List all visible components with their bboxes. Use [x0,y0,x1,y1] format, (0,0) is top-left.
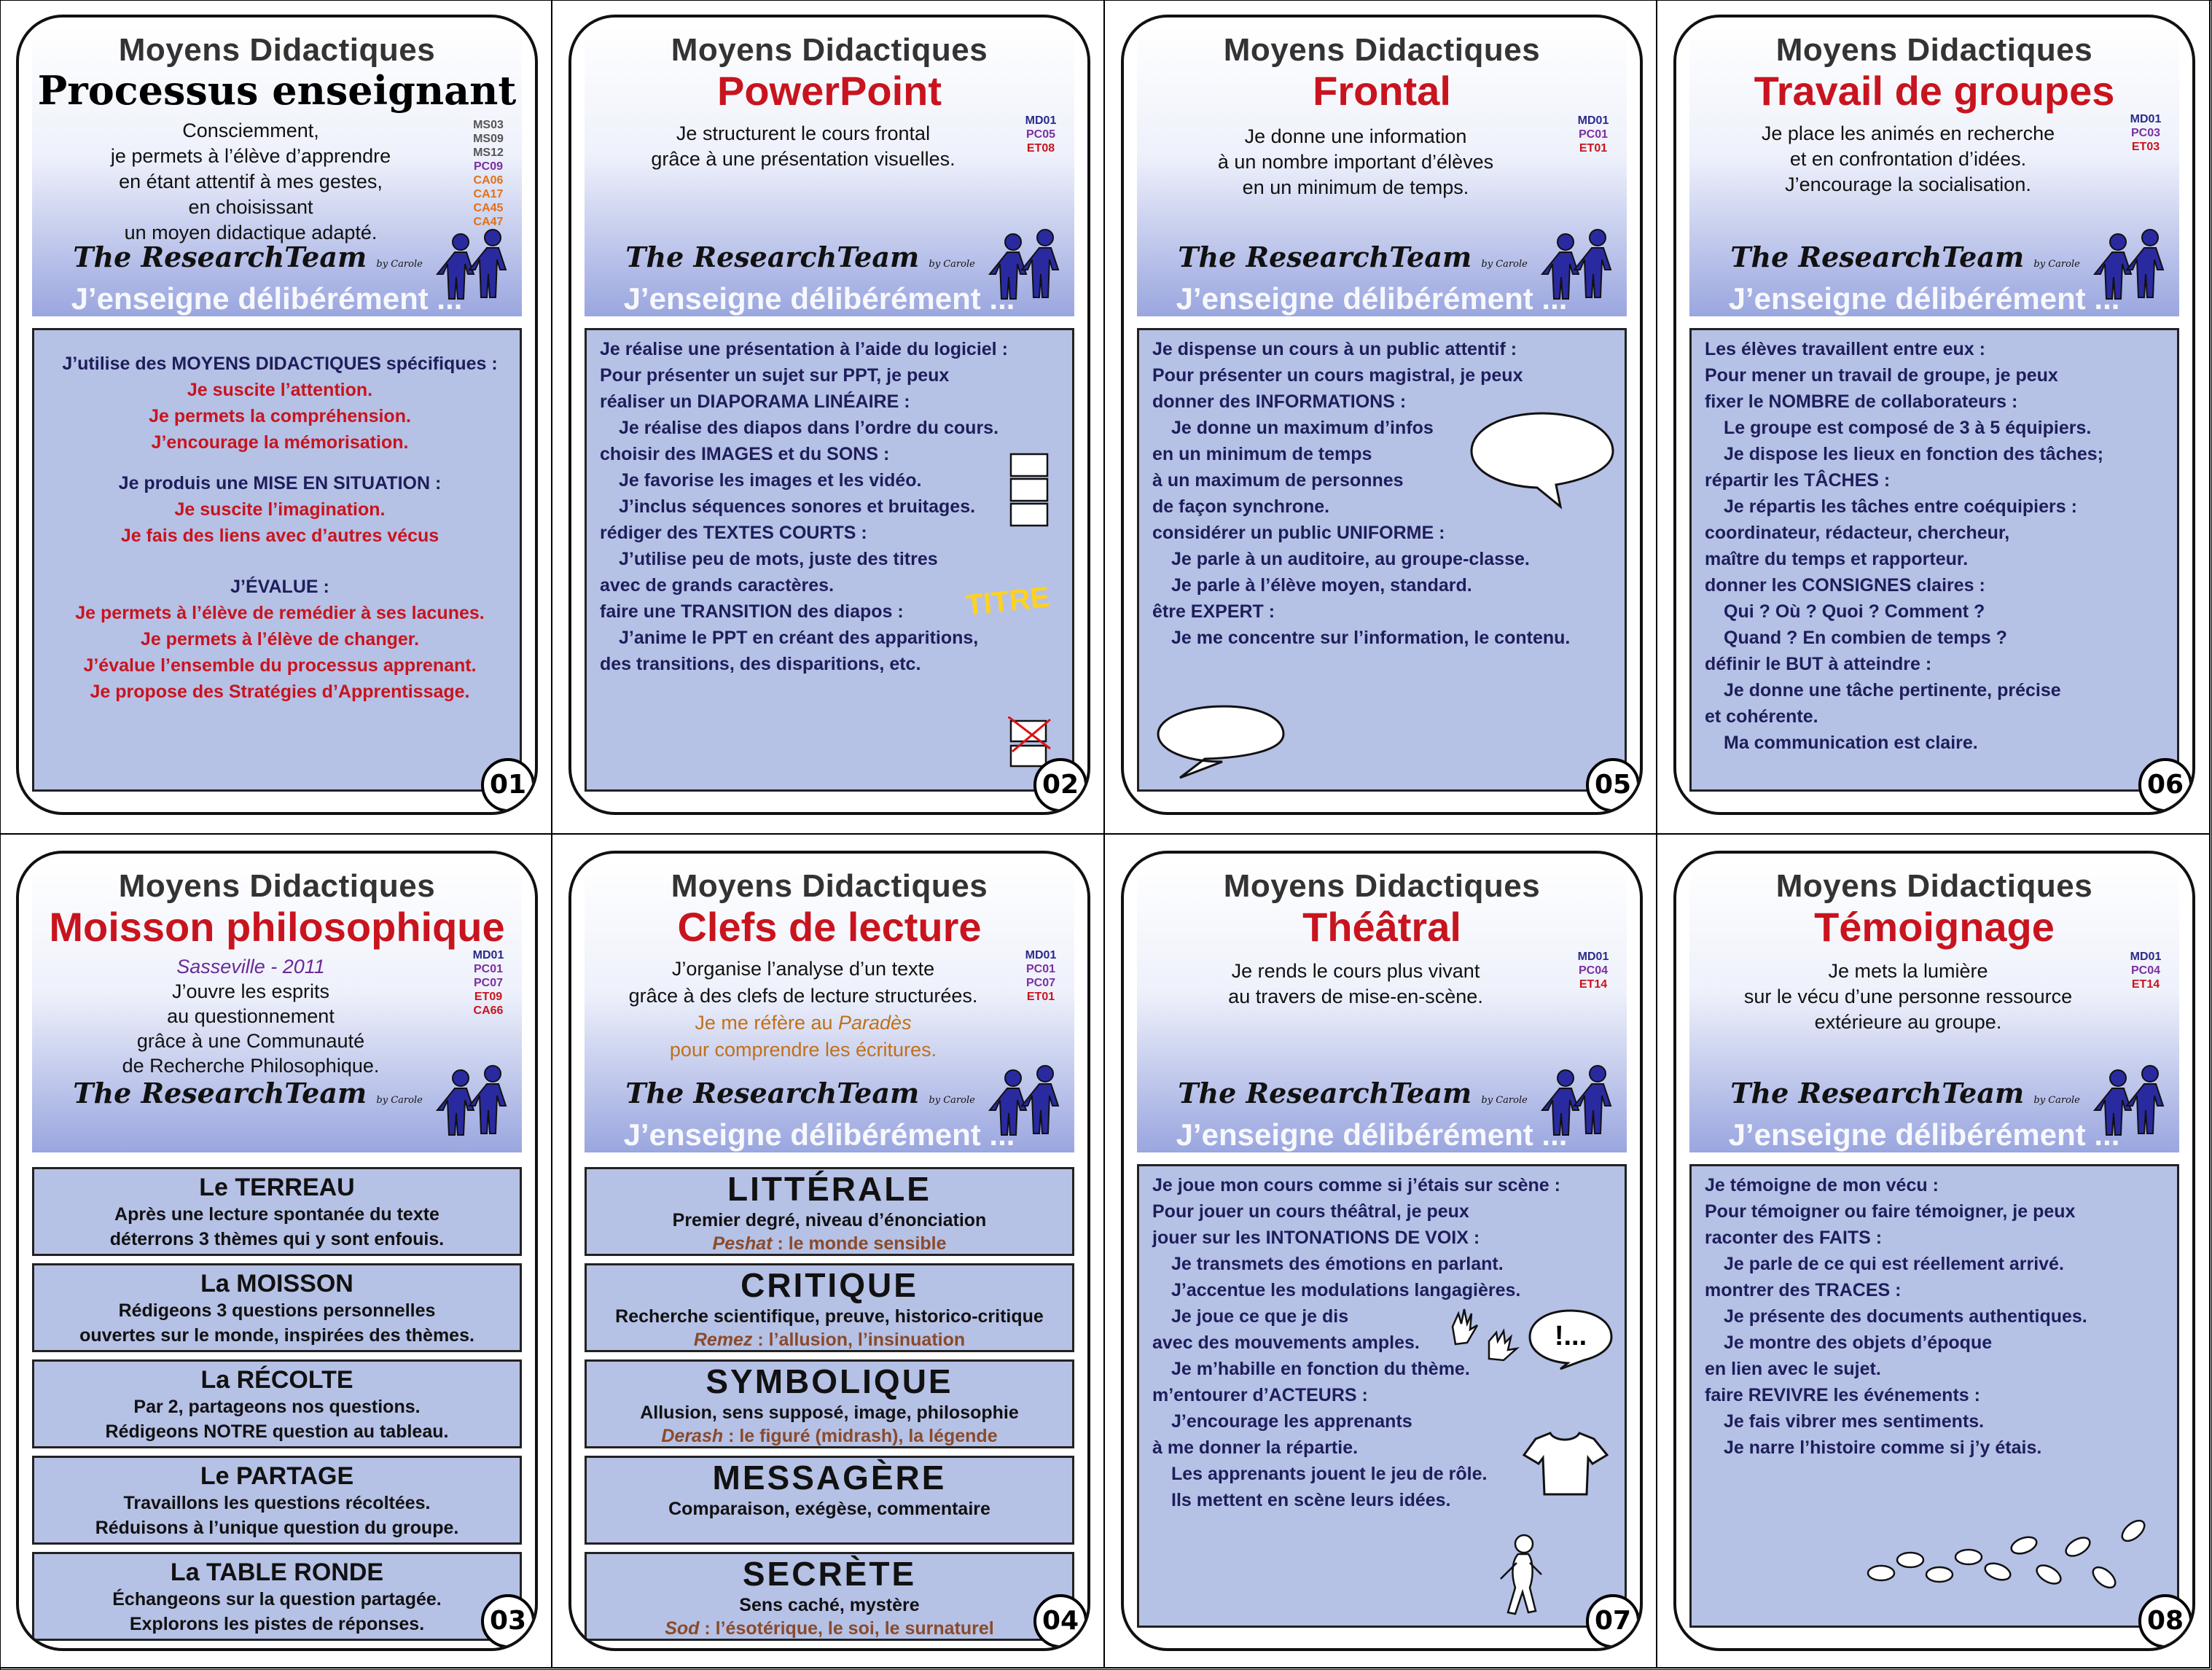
card-title: PowerPoint [716,68,942,114]
research-team-logo: The ResearchTeam by Carole [625,1077,975,1109]
card-title: Moisson philosophique [49,904,505,950]
card-title: Processus enseignant [37,67,517,114]
card-slogan: J’enseigne délibérément ... [1176,1117,1568,1152]
card-intro: Sasseville - 2011 J’ouvre les esprits au questionnement grâce à une Communauté de Recherche Philosophique. [122,956,380,1077]
card-cell-05 [1105,0,1657,835]
card-title: Clefs de lecture [677,904,982,950]
footprints-icon [1867,1502,2158,1596]
research-team-logo: The ResearchTeam by Carole [73,241,423,273]
card-header [585,25,1074,316]
research-team-logo: The ResearchTeam by Carole [1178,241,1528,273]
card-body-text: Je témoigne de mon vécu : Pour témoigner ou faire témoigner, je peux raconter des FAITS : Je parle de ce qui est réellement arrivé. montrer des TRACES : Je présente des documents authentiques. Je montre des objets d’époque en lien avec le sujet. faire REVIVRE les événements : Je fais vibrer mes sentiments. Je narre l’histoire comme si j’y étais. [1705,1175,2087,1458]
card-intro: Je rends le cours plus vivant au travers de mise-en-scène. [1228,960,1483,1007]
titre-label: TITRE [964,581,1052,622]
card-body-text: Les élèves travaillent entre eux : Pour mener un travail de groupe, je peux fixer le NOMBRE de collaborateurs : Le groupe est composé de 3 à 5 équipiers. Je dispose les lieux en fonction des tâches; répartir les TÂCHES : Je répartis les tâches entre coéquipiers : coordinateur, rédacteur, chercheur, maître du temps et rapporteur. donner les CONSIGNES claires : Qui ? Où ? Quoi ? Comment ? Quand ? En combien de temps ? définir le BUT à atteindre : Je donne une tâche pertinente, précise et cohérente. Ma communication est claire. [1705,339,2103,753]
card-processus-enseignant [16,15,538,815]
card-title: Théâtral [1302,904,1461,950]
card-cell-04 [552,835,1105,1669]
card-heading: Moyens Didactiques [118,32,436,68]
bubble-text: !... [1554,1321,1587,1351]
card-cell-02 [552,0,1105,835]
card-body-panel [1689,1164,2179,1628]
card-title: Travail de groupes [1754,68,2115,114]
t-shirt-icon [1521,1427,1609,1500]
slides-icon [1008,450,1052,530]
card-intro: Je donne une information à un nombre important d’élèves en un minimum de temps. [1217,125,1494,198]
card-title: Témoignage [1814,904,2055,950]
two-figures-icon [436,1065,516,1138]
card-title: Frontal [1313,68,1451,114]
card-codes: MD01 PC01 PC07 ET09 CA66 [472,949,504,1017]
card-powerpoint [568,15,1090,815]
key-box-critique: CRITIQUE Recherche scientifique, preuve, historico-critique Remez : l’allusion, l’insinuation [585,1263,1074,1352]
card-codes: MD01 PC05 ET08 [1025,114,1057,155]
card-body-panel [1689,328,2179,792]
card-cell-08 [1657,835,2211,1669]
waving-hands-icon [1445,1305,1525,1370]
research-team-logo: The ResearchTeam by Carole [73,1077,423,1109]
key-box-messagere: MESSAGÈRE Comparaison, exégèse, commentaire [585,1456,1074,1545]
card-intro: Je mets la lumière sur le vécu d’une personne ressource extérieure au groupe. [1743,960,2073,1033]
card-intro: J’organise l’analyse d’un texte grâce à des clefs de lecture structurées. Je me réfère au Paradès pour comprendre les écritures. [628,958,978,1061]
card-header [585,861,1074,1152]
card-clefs-de-lecture [568,851,1090,1651]
card-heading: Moyens Didactiques [1775,32,2093,68]
card-number: 08 [2138,1594,2192,1648]
card-number: 06 [2138,758,2192,812]
step-box: La TABLE RONDE Échangeons sur la question partagée. Explorons les pistes de réponses. [32,1552,522,1641]
card-header [1137,861,1627,1152]
card-intro: Consciemment, je permets à l’élève d’apprendre en étant attentif à mes gestes, en choisissant un moyen didactique adapté. [110,120,391,243]
card-travail-de-groupes [1673,15,2195,815]
card-heading: Moyens Didactiques [671,32,988,68]
card-heading: Moyens Didactiques [1223,32,1541,68]
speech-bubble-icon [1466,407,1619,510]
step-box: Le TERREAU Après une lecture spontanée du texte déterrons 3 thèmes qui y sont enfouis. [32,1167,522,1256]
key-box-symbolique: SYMBOLIQUE Allusion, sens supposé, image, philosophie Derash : le figuré (midrash), la légende [585,1359,1074,1448]
step-box: La MOISSON Rédigeons 3 questions personnelles ouvertes sur le monde, inspirées des thèmes. [32,1263,522,1352]
card-body-text: J’utilise des MOYENS DIDACTIQUES spécifiques : Je suscite l’attention. Je permets la compréhension. J’encourage la mémorisation. Je produis une MISE EN SITUATION : Je suscite l’imagination. Je fais des liens avec d’autres vécus J’ÉVALUE : Je permets à l’élève de remédier à ses lacunes. Je permets à l’élève de changer. J’évalue l’ensemble du processus apprenant. Je propose des Stratégies d’Apprentissage. [62,354,498,702]
card-slogan: J’enseigne délibérément ... [623,281,1015,316]
card-cell-01 [0,0,552,835]
step-box: Le PARTAGE Travaillons les questions récoltées. Réduisons à l’unique question du groupe. [32,1456,522,1545]
stick-person-icon [1490,1531,1549,1618]
key-box-secrete: SECRÈTE Sens caché, mystère Sod : l’ésotérique, le soi, le surnaturel [585,1552,1074,1641]
card-number: 01 [481,758,535,812]
research-team-logo: The ResearchTeam by Carole [1730,241,2080,273]
card-slogan: J’enseigne délibérément ... [1728,1117,2120,1152]
card-number: 03 [481,1594,535,1648]
step-box: La RÉCOLTE Par 2, partageons nos questions. Rédigeons NOTRE question au tableau. [32,1359,522,1448]
card-slogan: J’enseigne délibérément ... [1728,281,2120,316]
card-slogan: J’enseigne délibérément ... [1176,281,1568,316]
speech-bubble-small-icon [1151,702,1289,782]
card-heading: Moyens Didactiques [671,868,988,904]
card-body-text: Je joue mon cours comme si j’étais sur scène : Pour jouer un cours théâtral, je peux jouer sur les INTONATIONS DE VOIX : Je transmets des émotions en parlant. J’accentue les modulations langagières. Je joue ce que je dis avec des mouvements amples. Je m’habille en fonction du thème. m’entourer d’ACTEURS : J’encourage les apprenants à me donner la répartie. Les apprenants jouent le jeu de rôle. Ils mettent en scène leurs idées. [1152,1175,1560,1510]
card-temoignage [1673,851,2195,1651]
card-frontal [1121,15,1643,815]
card-heading: Moyens Didactiques [1775,868,2093,904]
card-header [1689,861,2179,1152]
card-codes: MD01 PC01 ET01 [1577,114,1609,155]
card-cell-07 [1105,835,1657,1669]
card-header [32,25,522,316]
card-cell-06 [1657,0,2211,835]
card-codes: MD01 PC04 ET14 [1577,951,1609,991]
card-heading: Moyens Didactiques [118,868,436,904]
card-body-panel [32,328,522,792]
card-body-text: Je dispense un cours à un public attentif : Pour présenter un cours magistral, je peux donner des INFORMATIONS : Je donne un maximum d’infos en un minimum de temps à un maximum de personnes de façon synchrone. considérer un public UNIFORME : Je parle à un auditoire, au groupe-classe. Je parle à l’élève moyen, standard. être EXPERT : Je me concentre sur l’information, le contenu. [1152,339,1571,648]
card-number: 04 [1033,1594,1087,1648]
card-moisson-philosophique [16,851,538,1651]
card-slogan: J’enseigne délibérément ... [623,1117,1015,1152]
card-theatral [1121,851,1643,1651]
card-cell-03 [0,835,552,1669]
card-heading: Moyens Didactiques [1223,868,1541,904]
card-slogan: J’enseigne délibérément ... [71,281,463,316]
research-team-logo: The ResearchTeam by Carole [625,241,975,273]
card-number: 07 [1586,1594,1640,1648]
card-header [32,861,522,1152]
card-intro: Je structurent le cours frontal grâce à une présentation visuelles. [651,122,955,170]
card-codes: MS03 MS09 MS12 PC09 CA06 CA17 CA45 CA47 [473,119,504,228]
card-body-panel [1137,1164,1627,1628]
card-codes: MD01 PC01 PC07 ET01 [1025,949,1057,1003]
card-number: 05 [1586,758,1640,812]
card-header [1137,25,1627,316]
card-body-panel [585,328,1074,792]
research-team-logo: The ResearchTeam by Carole [1730,1077,2080,1109]
card-codes: MD01 PC04 ET14 [2130,951,2162,991]
card-number: 02 [1033,758,1087,812]
research-team-logo: The ResearchTeam by Carole [1178,1077,1528,1109]
card-codes: MD01 PC03 ET03 [2130,113,2162,153]
key-box-litterale: LITTÉRALE Premier degré, niveau d’énonciation Peshat : le monde sensible [585,1167,1074,1256]
card-body-text: Je réalise une présentation à l’aide du logiciel : Pour présenter un sujet sur PPT, je peux réaliser un DIAPORAMA LINÉAIRE : Je réalise des diapos dans l’ordre du cours. choisir des IMAGES et du SONS : Je favorise les images et les vidéo. J’inclus séquences sonores et bruitages. rédiger des TEXTES COURTS : J’utilise peu de mots, juste des titres avec de grands caractères. faire une TRANSITION des diapos : J’anime le PPT en créant des apparitions, des transitions, des disparitions, etc. [600,339,1008,674]
card-body-panel [1137,328,1627,792]
card-intro: Je place les animés en recherche et en confrontation d’idées. J’encourage la socialisation. [1761,122,2055,195]
exclamation-bubble [1525,1305,1616,1363]
card-header [1689,25,2179,316]
